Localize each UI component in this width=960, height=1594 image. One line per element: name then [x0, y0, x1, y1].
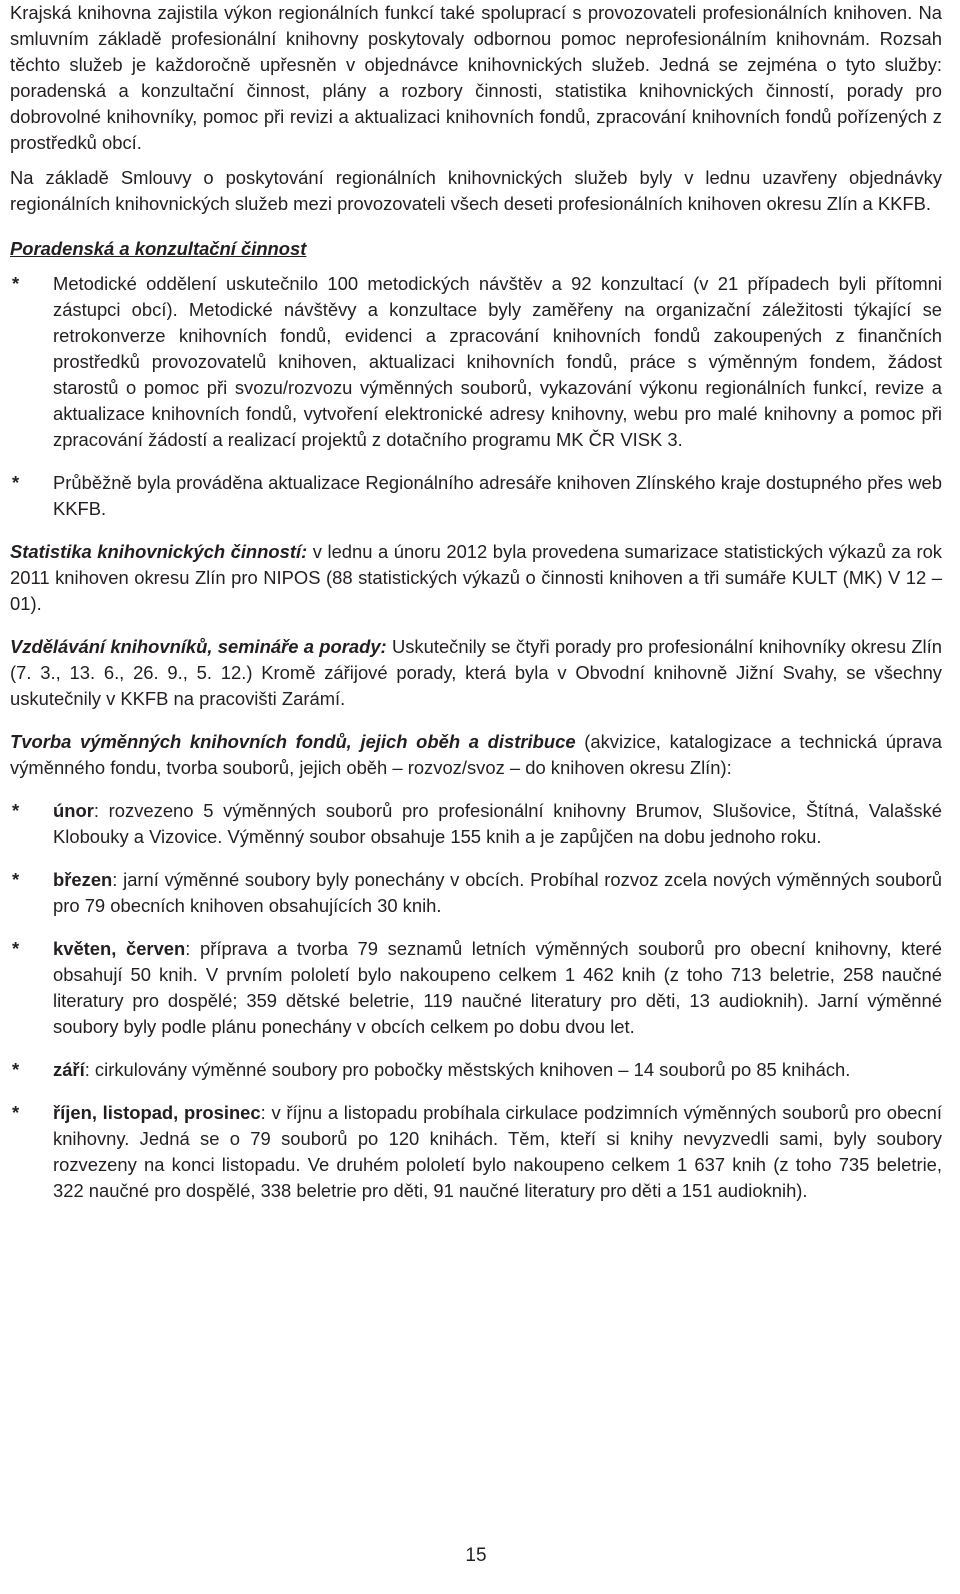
list-item-body: : jarní výměnné soubory byly ponechány v obcích. Probíhal rozvoz zcela nových výměnných souborů pro 79 obecních knihoven obsahujících 30 knih.: [53, 869, 942, 916]
bullet-asterisk: *: [12, 1102, 20, 1123]
list-item: [10, 470, 942, 522]
list-item-text: [53, 1057, 942, 1083]
bullet-asterisk: *: [12, 869, 20, 890]
list-item-text: [53, 1100, 942, 1204]
section-title-poradenska: Poradenská a konzultační činnost: [10, 238, 307, 259]
list-item-text: [53, 936, 942, 1040]
list-item-body: : cirkulovány výměnné soubory pro pobočky městských knihoven – 14 souborů po 85 knihách.: [84, 1059, 851, 1080]
bullet-asterisk: *: [12, 1059, 20, 1080]
vzdelavani-label: Vzdělávání knihovníků, semináře a porady:: [10, 636, 387, 657]
list-item-term: květen, červen: [53, 938, 186, 959]
list-item: [10, 867, 942, 919]
statistika-text: v lednu a únoru 2012 byla provedena sumarizace statistických výkazů za rok 2011 knihoven okresu Zlín pro NIPOS (88 statistických výkazů o činnosti knihoven a tři sumáře KULT (MK) V 12 – 01).: [10, 541, 942, 614]
tvorba-text: (akvizice, katalogizace a technická úprava výměnného fondu, tvorba souborů, jejich oběh – rozvoz/svoz – do knihoven okresu Zlín):: [10, 731, 943, 778]
bullet-asterisk: *: [12, 472, 20, 493]
list-item-text: [53, 867, 942, 919]
bullet-asterisk: *: [12, 273, 20, 294]
tvorba-paragraph: [10, 729, 942, 781]
statistika-paragraph: [10, 539, 942, 617]
list-item-text: [53, 798, 942, 850]
vzdelavani-text: Uskutečnily se čtyři porady pro profesionální knihovníky okresu Zlín (7. 3., 13. 6., 26. 9., 5. 12.) Kromě zářijové porady, která byla v Obvodní knihovně Jižní Svahy, se všechny uskutečnily v KKFB na pracovišti Zarámí.: [10, 636, 942, 709]
statistika-label: Statistika knihovnických činností:: [10, 541, 308, 562]
list-item-term: září: [53, 1059, 85, 1080]
list-item: [10, 271, 942, 453]
intro-paragraph-1: Krajská knihovna zajistila výkon regionálních funkcí také spoluprací s provozovateli profesionálních knihoven. Na smluvním základě profesionální knihovny poskytovaly odbornou pomoc neprofesionálním knihovnám. Rozsah těchto služeb je každoročně upřesněn v objednávce knihovnických služeb. Jedná se zejména o tyto služby: poradenská a konzultační činnost, plány a rozbory činnosti, statistika knihovnických činností, porady pro dobrovolné knihovníky, pomoc při revizi a aktualizaci knihovních fondů, zpracování knihovních fondů pořízených z prostředků obcí.: [10, 2, 942, 153]
list-item-body: : v říjnu a listopadu probíhala cirkulace podzimních výměnných souborů pro obecní knihovny. Jedná se o 79 souborů po 120 knihách. Těm, kteří si knihy nevyzvedli sami, byly soubory rozvezeny na konci listopadu. Ve druhém pololetí bylo nakoupeno celkem 1 637 knih (z toho 735 beletrie, 322 naučné pro dospělé, 338 beletrie pro děti, 91 naučné literatury pro děti a 151 audioknih).: [53, 1102, 942, 1201]
list-item-term: únor: [53, 800, 94, 821]
list-item-term: říjen, listopad, prosinec: [53, 1102, 261, 1123]
section-heading: [10, 236, 942, 262]
list-item-text: Metodické oddělení uskutečnilo 100 metodických návštěv a 92 konzultací (v 21 případech byli přítomni zástupci obcí). Metodické návštěvy a konzultace byly zaměřeny na organizační záležitosti týkající se retrokonverze knihovních fondů, evidenci a zpracování knihovních fondů zakoupených z finančních prostředků provozovatelů knihoven, aktualizaci knihovních fondů, práce s výměnným fondem, žádost starostů o pomoc při svozu/rozvozu výměnných souborů, vykazování výkonu regionálních funkcí, revize a aktualizace knihovních fondů, vytvoření elektronické adresy knihovny, webu pro malé knihovny a pomoc při zpracování žádostí a realizací projektů z dotačního programu MK ČR VISK 3.: [53, 273, 942, 450]
intro-paragraph-2: Na základě Smlouvy o poskytování regionálních knihovnických služeb byly v lednu uzavřeny objednávky regionálních knihovnických služeb mezi provozovateli všech deseti profesionálních knihoven okresu Zlín a KKFB.: [10, 167, 942, 214]
vzdelavani-paragraph: [10, 634, 942, 712]
list-item-term: březen: [53, 869, 113, 890]
list-item: [10, 1057, 942, 1083]
list-item-text: Průběžně byla prováděna aktualizace Regionálního adresáře knihoven Zlínského kraje dostupného přes web KKFB.: [53, 472, 942, 519]
list-item: [10, 1100, 942, 1204]
page-number: 15: [465, 1545, 487, 1566]
document-page: [10, 0, 942, 1594]
list-item: [10, 798, 942, 850]
tvorba-label: Tvorba výměnných knihovních fondů, jejich oběh a distribuce: [10, 731, 576, 752]
bullet-asterisk: *: [12, 800, 20, 821]
list-item: [10, 936, 942, 1040]
list-item-body: : příprava a tvorba 79 seznamů letních výměnných souborů pro obecní knihovny, které obsahují 50 knih. V prvním pololetí bylo nakoupeno celkem 1 462 knih (z toho 713 beletrie, 258 naučné literatury pro dospělé; 359 dětské beletrie, 119 naučné literatury pro děti, 13 audioknih). Jarní výměnné soubory byly podle plánu ponechány v obcích celkem po dobu dvou let.: [53, 938, 942, 1037]
list-item-body: : rozvezeno 5 výměnných souborů pro profesionální knihovny Brumov, Slušovice, Štítná, Valašské Klobouky a Vizovice. Výměnný soubor obsahuje 155 knih a je zapůjčen na dobu jednoho roku.: [53, 800, 942, 847]
bullet-asterisk: *: [12, 938, 20, 959]
